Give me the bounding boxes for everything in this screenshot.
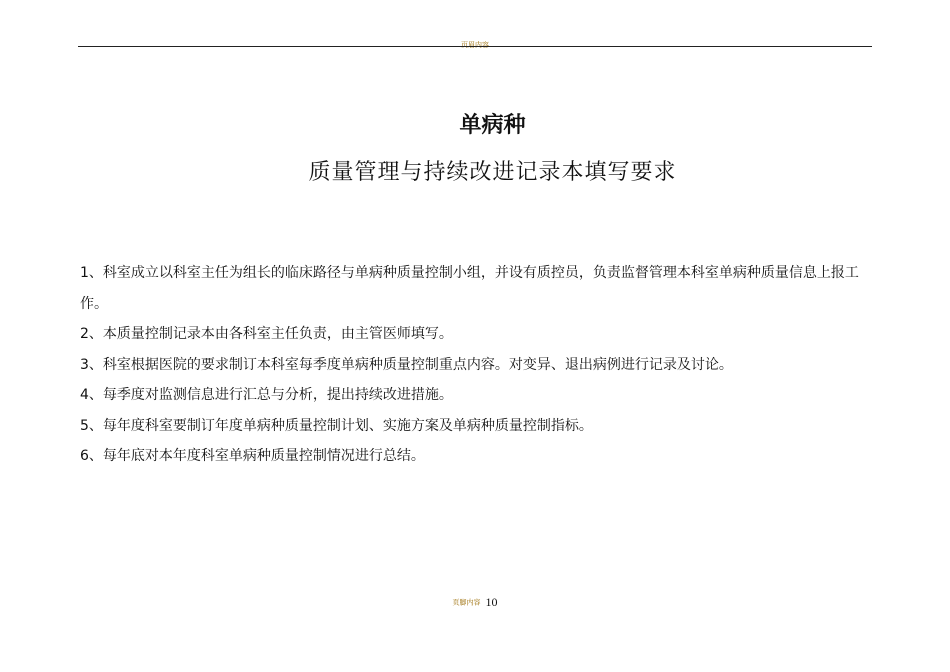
list-item: 6、每年底对本年度科室单病种质量控制情况进行总结。 [80,448,425,464]
list-item: 1、科室成立以科室主任为组长的临床路径与单病种质量控制小组，并设有质控员，负责监督管理本科室单病种质量信息上报工作。 [80,265,859,312]
list-item: 2、本质量控制记录本由各科室主任负责，由主管医师填写。 [80,326,453,342]
header-divider [78,46,872,47]
page-number: 10 [485,595,498,609]
footer-label: 页脚内容 [452,598,481,607]
page-title: 单病种 [459,113,526,138]
page-footer [0,592,950,611]
page-header-text: 页眉内容 [461,41,489,49]
list-item: 4、每季度对监测信息进行汇总与分析，提出持续改进措施。 [80,387,453,403]
page-subtitle: 质量管理与持续改进记录本填写要求 [308,160,677,185]
list-item: 5、每年度科室要制订年度单病种质量控制计划、实施方案及单病种质量控制指标。 [80,417,593,434]
list-item: 3、科室根据医院的要求制订本科室每季度单病种质量控制重点内容。对变异、退出病例进行记录及讨论。 [80,356,733,373]
requirements-list [80,258,875,472]
